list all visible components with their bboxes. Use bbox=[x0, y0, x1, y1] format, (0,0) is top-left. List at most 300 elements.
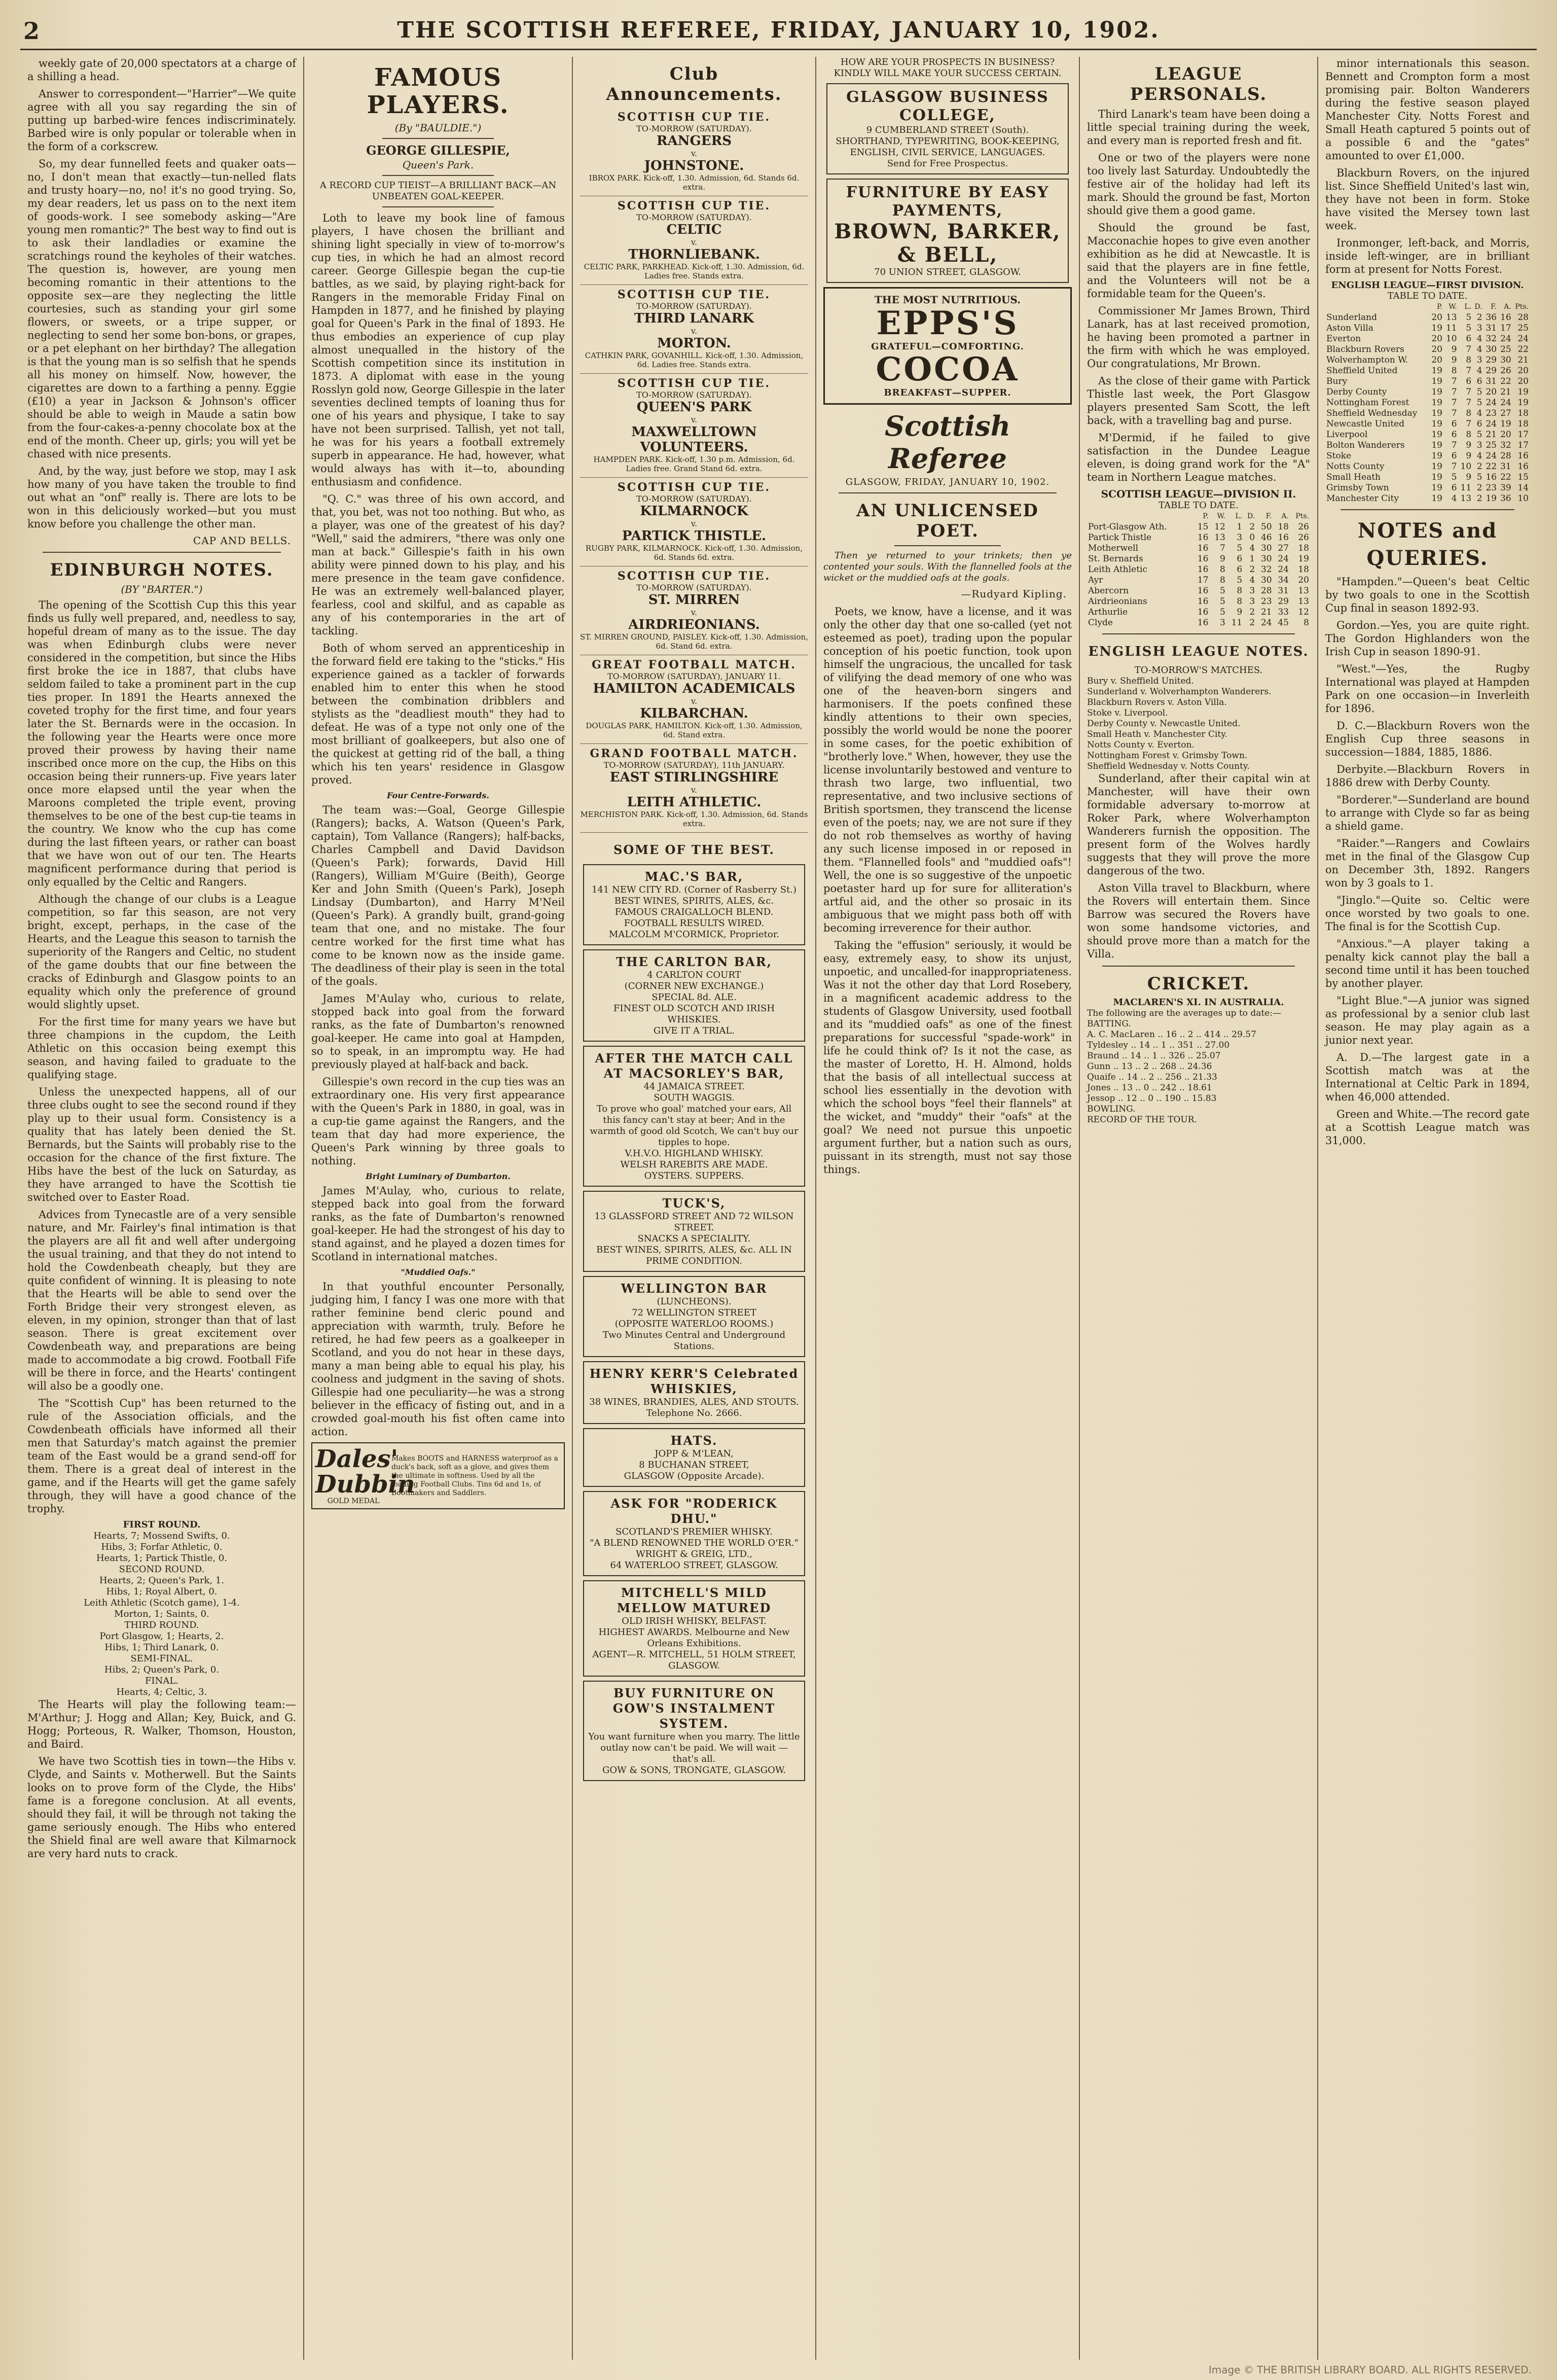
epps-tag: GRATEFUL—COMFORTING. bbox=[871, 341, 1024, 352]
paragraph: The Hearts will play the following team:—M'Arthur; J. Hogg and Allan; Key, Buick, and G. Hogg; Porteous, R. Walker, Thomson, Houston, and Baird. bbox=[27, 1698, 296, 1750]
table-cell: 5 bbox=[1451, 472, 1457, 482]
match-detail: IBROX PARK. Kick-off, 1.30. Admission, 6d. Stands 6d. extra. bbox=[589, 173, 800, 192]
table-cell: Blackburn Rovers bbox=[1326, 344, 1404, 354]
table-row bbox=[1325, 430, 1530, 440]
table-cell: 22 bbox=[1517, 344, 1529, 354]
ad-line: You want furniture when you marry. The little outlay now can't be paid. We will wait — that's all. bbox=[588, 1731, 800, 1764]
table-cell: 8 bbox=[1237, 586, 1243, 596]
notes-queries-heading: NOTES and QUERIES. bbox=[1357, 519, 1498, 570]
table-cell: 27 bbox=[1500, 408, 1511, 418]
furniture-firm: BROWN, BARKER, & BELL, bbox=[834, 220, 1061, 267]
table-cell: 2 bbox=[1476, 483, 1482, 493]
table-cell: 19 bbox=[1431, 398, 1442, 408]
paragraph: minor internationals this season. Bennett and Crompton form a most promising pair. Bolton Wanderers during the festive season played Manchester City. Notts Forest and Small Heath captured 5 points out of a possible 6 and the "gates" amounted to over £1,000. bbox=[1325, 57, 1530, 162]
table-cell: Motherwell bbox=[1088, 543, 1139, 553]
edinburgh-paragraphs bbox=[27, 598, 296, 1515]
column-3 bbox=[573, 57, 816, 2360]
fixture-line: Small Heath v. Manchester City. bbox=[1087, 729, 1227, 739]
table-row bbox=[1087, 532, 1310, 543]
table-cell: 16 bbox=[1197, 532, 1209, 543]
cricket-line: Tyldesley .. 14 .. 1 .. 351 .. 27.00 bbox=[1087, 1040, 1230, 1050]
fixture-line: Derby County v. Newcastle United. bbox=[1087, 719, 1241, 729]
table-cell: 18 bbox=[1298, 564, 1309, 575]
table-cell: 19 bbox=[1431, 376, 1442, 386]
match-vs: v. bbox=[691, 608, 698, 617]
cricket-line: A. C. MacLaren .. 16 .. 2 .. 414 .. 29.57 bbox=[1087, 1029, 1256, 1040]
divider bbox=[382, 138, 494, 139]
edinburgh-heading: EDINBURGH NOTES. bbox=[50, 560, 274, 580]
ad-title: TUCK'S, bbox=[662, 1196, 726, 1211]
fixture-line: Nottingham Forest v. Grimsby Town. bbox=[1087, 751, 1248, 761]
table-cell: 8 bbox=[1237, 596, 1243, 607]
table-cell: 7 bbox=[1466, 398, 1472, 408]
paragraph: And, by the way, just before we stop, may I ask how many of you have taken the trouble to find out what an "onf" really is. There are lots to be won in this deliciously worked—but you must know before you challenge the other man. bbox=[27, 465, 296, 530]
college-line-2: Send for Free Prospectus. bbox=[887, 158, 1008, 169]
table-cell: 4 bbox=[1476, 451, 1482, 461]
table-cell: 20 bbox=[1500, 430, 1511, 440]
table-header-cell: P. bbox=[1436, 303, 1442, 311]
table-cell: 7 bbox=[1451, 398, 1457, 408]
ad-line: 38 WINES, BRANDIES, ALES, AND STOUTS. bbox=[589, 1397, 799, 1407]
advertisements bbox=[580, 864, 808, 1781]
table-cell: 16 bbox=[1197, 607, 1209, 617]
advertisement bbox=[583, 1491, 805, 1576]
table-cell: 7 bbox=[1451, 376, 1457, 386]
forwards-paragraphs bbox=[311, 803, 565, 1167]
table-cell: 36 bbox=[1500, 493, 1511, 504]
match-team-1: HAMILTON ACADEMICALS bbox=[593, 681, 795, 696]
ad-line: AGENT—R. MITCHELL, 51 HOLM STREET, GLASGOW. bbox=[592, 1649, 796, 1671]
match-announcements bbox=[580, 108, 808, 833]
result-line: THIRD ROUND. bbox=[124, 1620, 199, 1630]
league-personals-heading: LEAGUE PERSONALS. bbox=[1130, 64, 1268, 104]
match-vs: v. bbox=[691, 149, 698, 158]
table-cell: 19 bbox=[1486, 493, 1497, 504]
table-cell: 5 bbox=[1476, 472, 1482, 482]
paragraph: Both of whom served an apprenticeship in the forward field ere taking to the "sticks." His experience gained as a tackler of forwards enabled him to enter this when he stood between the combination dribblers and stylists as the "deadliest mouth" they had to defeat. He was of a type not only one of the most brilliant of goalkeepers, but also one of the quickest at getting rid of the ball, a thing which his ten years' residence in Glasgow proved. bbox=[311, 642, 565, 786]
table-cell: 20 bbox=[1517, 366, 1529, 376]
match-announcement bbox=[580, 478, 808, 566]
divider bbox=[43, 552, 281, 553]
result-line: Hearts, 7; Mossend Swifts, 0. bbox=[93, 1531, 230, 1541]
match-vs: v. bbox=[691, 519, 698, 528]
table-cell: 6 bbox=[1466, 376, 1472, 386]
table-cell: 18 bbox=[1517, 419, 1529, 429]
bright-heading: Bright Luminary of Dumbarton. bbox=[366, 1171, 511, 1181]
college-title: GLASGOW BUSINESS COLLEGE, bbox=[846, 88, 1049, 124]
table-cell: 5 bbox=[1237, 543, 1243, 553]
english-league-table bbox=[1325, 302, 1530, 504]
table-cell: Abercorn bbox=[1088, 586, 1129, 596]
table-cell: 26 bbox=[1500, 366, 1511, 376]
paragraph: Taking the "effusion" seriously, it would be easy, extremely easy, to show its unjust, unpoetic, and uncalled-for inappropriateness. Was it not the other day that Lord Rosebery, in a magnificent academic address to the students of Glasgow University, used football and its "muddied oafs" as one of the finest preparations for successful "spade-work" in life he could think of? Is it not the case, as the master of Loretto, H. H. Almond, holds that the basis of all intellectual success at school lies essentially in the devotion with which the school boys "feel their flannels" at the wicket, and "muddy" their "oafs" at the goal? We need not pursue this unpoetic argument further, but a nation such as ours, puissant in its strength, must not say those things. bbox=[823, 939, 1072, 1176]
paragraph: "Anxious."—A player taking a penalty kick cannot play the ball a second time until it has been touched by another player. bbox=[1325, 938, 1530, 989]
table-cell: 30 bbox=[1486, 344, 1497, 354]
table-cell: 8 bbox=[1466, 355, 1472, 365]
table-cell: 8 bbox=[1466, 430, 1472, 440]
match-date: TO-MORROW (SATURDAY). bbox=[636, 301, 752, 311]
table-cell: 30 bbox=[1260, 554, 1272, 564]
table-cell: 31 bbox=[1278, 586, 1289, 596]
table-cell: 4 bbox=[1476, 344, 1482, 354]
ad-line: OYSTERS. SUPPERS. bbox=[644, 1170, 744, 1181]
closing-paragraphs bbox=[27, 1698, 296, 1860]
table-cell: 1 bbox=[1237, 522, 1243, 532]
ad-line: Telephone No. 2666. bbox=[646, 1408, 742, 1418]
table-row bbox=[1087, 554, 1310, 564]
match-team-2: MORTON. bbox=[657, 336, 731, 351]
match-team-2: MAXWELLTOWN VOLUNTEERS. bbox=[631, 424, 757, 455]
table-header-cell bbox=[1325, 302, 1429, 312]
paragraph: "West."—Yes, the Rugby International was played at Hampden Park on one occasion—in Inverleith for 1896. bbox=[1325, 663, 1530, 715]
cricket-heading: CRICKET. bbox=[1147, 974, 1250, 994]
match-date: TO-MORROW (SATURDAY). bbox=[636, 494, 752, 504]
table-cell: 24 bbox=[1260, 618, 1272, 628]
table-cell: 4 bbox=[1249, 543, 1255, 553]
table-cell: 16 bbox=[1197, 618, 1209, 628]
table-row bbox=[1325, 323, 1530, 334]
match-date: TO-MORROW (SATURDAY). bbox=[636, 212, 752, 222]
table-cell: 2 bbox=[1249, 522, 1255, 532]
table-row bbox=[1087, 522, 1310, 532]
table-row bbox=[1325, 451, 1530, 461]
poet-paragraphs bbox=[823, 605, 1072, 1176]
ad-line: JOPP & M'LEAN, bbox=[655, 1448, 734, 1459]
table-cell: 20 bbox=[1517, 376, 1529, 386]
table-cell: 16 bbox=[1517, 451, 1529, 461]
match-date: TO-MORROW (SATURDAY). bbox=[636, 124, 752, 133]
advertisement bbox=[583, 1046, 805, 1187]
cricket-line: RECORD OF THE TOUR. bbox=[1087, 1115, 1197, 1125]
match-detail: CATHKIN PARK, GOVANHILL. Kick-off, 1.30. Admission, 6d. Ladies free. Stands extra. bbox=[585, 351, 804, 369]
result-line: SECOND ROUND. bbox=[119, 1564, 205, 1575]
column-5 bbox=[1080, 57, 1318, 2360]
result-line: Hearts, 4; Celtic, 3. bbox=[116, 1687, 207, 1697]
fixture-line: Blackburn Rovers v. Aston Villa. bbox=[1087, 697, 1227, 707]
table-cell: 11 bbox=[1445, 323, 1457, 333]
table-cell: 26 bbox=[1298, 532, 1309, 543]
table-cell: 22 bbox=[1500, 376, 1511, 386]
paragraph: Gordon.—Yes, you are quite right. The Gordon Highlanders won the Irish Cup in season 1890-91. bbox=[1325, 619, 1530, 658]
results-heading: FIRST ROUND. bbox=[123, 1519, 201, 1530]
advertisement bbox=[583, 864, 805, 945]
ad-line: To prove who goal' matched your ears, All this fancy can't stay at beer; And in the warmth of good old Scotch, We can't buy our tipples to hope. bbox=[590, 1104, 799, 1148]
ad-line: (OPPOSITE WATERLOO ROOMS.) bbox=[614, 1319, 774, 1329]
match-team-1: QUEEN'S PARK bbox=[636, 400, 752, 415]
fixture-line: Stoke v. Liverpool. bbox=[1087, 708, 1168, 718]
table-cell: 9 bbox=[1466, 440, 1472, 450]
match-team-2: PARTICK THISTLE. bbox=[622, 528, 767, 544]
table-cell: 19 bbox=[1298, 554, 1309, 564]
column-6 bbox=[1318, 57, 1537, 2360]
table-row bbox=[1325, 387, 1530, 398]
table-row bbox=[1325, 440, 1530, 451]
table-cell: Sunderland bbox=[1326, 312, 1378, 323]
table-cell: 32 bbox=[1500, 440, 1511, 450]
table-cell: 19 bbox=[1431, 483, 1442, 493]
dales-logo bbox=[315, 1445, 415, 1505]
table-header-cell: W. bbox=[1449, 303, 1457, 311]
table-cell: Manchester City bbox=[1326, 493, 1399, 504]
epps-bottom: BREAKFAST—SUPPER. bbox=[884, 387, 1011, 398]
ad-line: MALCOLM M'CORMICK, Proprietor. bbox=[608, 929, 780, 940]
table-row bbox=[1325, 344, 1530, 355]
table-cell: 21 bbox=[1486, 430, 1497, 440]
divider bbox=[1102, 633, 1295, 634]
paragraph: Blackburn Rovers, on the injured list. Since Sheffield United's last win, they have not been in form. Stoke have visited the Mersey town last week. bbox=[1325, 167, 1530, 232]
match-vs: v. bbox=[691, 415, 698, 424]
table-cell: 19 bbox=[1431, 408, 1442, 418]
table-row bbox=[1325, 493, 1530, 504]
match-announcement bbox=[580, 196, 808, 285]
forwards-heading: Four Centre-Forwards. bbox=[387, 791, 489, 800]
table-cell: Derby County bbox=[1326, 387, 1387, 397]
table-cell: 24 bbox=[1278, 554, 1289, 564]
table-header-cell: F. bbox=[1265, 512, 1272, 520]
match-vs: v. bbox=[691, 785, 698, 795]
table-cell: Bolton Wanderers bbox=[1326, 440, 1405, 450]
paragraph: Sunderland, after their capital win at Manchester, will have their own formidable adversary to-morrow at Roker Park, where Wolverhampton Wanderers furnish the opposition. The present form of the Wolves hardly suggests that they will prove the more dangerous of the two. bbox=[1087, 772, 1310, 877]
cricket-lines bbox=[1087, 1008, 1310, 1125]
paragraph: James M'Aulay, who, curious to relate, stepped back into goal from the forward ranks, as the fate of Dumbarton's renowned goal-keeper. He had the strongest of his day to stand against, and he played a dozen times for Scotland in international matches. bbox=[311, 1185, 565, 1263]
famous-byline: (By "BAULDIE.") bbox=[394, 122, 482, 134]
famous-deck: A RECORD CUP TIEIST—A BRILLIANT BACK—AN UNBEATEN GOAL-KEEPER. bbox=[319, 180, 557, 202]
table-cell: Liverpool bbox=[1326, 430, 1368, 440]
table-cell: 18 bbox=[1278, 522, 1289, 532]
table-header-cell: D. bbox=[1247, 512, 1255, 520]
paragraph: Green and White.—The record gate at a Scottish League match was 31,000. bbox=[1325, 1108, 1530, 1147]
english-notes-sub: TO-MORROW'S MATCHES. bbox=[1134, 665, 1263, 676]
english-table-sub: TABLE TO DATE. bbox=[1387, 291, 1468, 301]
table-cell: 39 bbox=[1500, 483, 1511, 493]
paragraph: In that youthful encounter Personally, judging him, I fancy I was one more with that rather feminine bend cleric pound and appreciation with warmth, truly. Before he retired, he had few peers as a goalkeeper in Scotland, and you do not hear in these days, many a man being able to equal his play, his coolness and judgment in the saving of shots. Gillespie had one peculiarity—he was a strong believer in the efficacy of fisting out, and in a crowded goal-mouth his fist often came into action. bbox=[311, 1281, 565, 1438]
result-line: Hearts, 1; Partick Thistle, 0. bbox=[96, 1553, 228, 1564]
poet-quote-attribution: —Rudyard Kipling. bbox=[961, 588, 1067, 600]
table-cell: 24 bbox=[1517, 334, 1529, 344]
ad-line: FINEST OLD SCOTCH AND IRISH WHISKIES. bbox=[613, 1003, 775, 1025]
table-cell: 16 bbox=[1197, 586, 1209, 596]
table-cell: 7 bbox=[1466, 344, 1472, 354]
table-cell: 10 bbox=[1460, 461, 1472, 472]
table-cell: 21 bbox=[1517, 355, 1529, 365]
college-top-line: HOW ARE YOUR PROSPECTS IN BUSINESS? bbox=[840, 57, 1055, 67]
paragraph: Answer to correspondent—"Harrier"—We quite agree with all you say regarding the sin of putting up barbed-wire fences indiscriminately. Barbed wire is only popular or tolerable when in the form of a corkscrew. bbox=[27, 88, 296, 153]
table-cell: 20 bbox=[1431, 344, 1442, 354]
table-cell: 16 bbox=[1197, 554, 1209, 564]
paragraph: We have two Scottish ties in town—the Hibs v. Clyde, and Saints v. Motherwell. But the Saints looks on to prove form of the Clyde, the Hibs' fame is a foregone conclusion. At all events, should they fail, it will be through not taking the game seriously enough. The Hibs who entered the Shield final are well aware that Kilmarnock are very hard nuts to crack. bbox=[27, 1755, 296, 1860]
table-cell: Clyde bbox=[1088, 618, 1113, 628]
ad-line: WRIGHT & GREIG, LTD., bbox=[636, 1549, 752, 1559]
table-row bbox=[1325, 483, 1530, 493]
table-cell: 19 bbox=[1431, 323, 1442, 333]
table-row bbox=[1087, 618, 1310, 628]
table-cell: 30 bbox=[1260, 543, 1272, 553]
divider bbox=[894, 545, 1001, 546]
paragraph: Poets, we know, have a license, and it was only the other day that one so-called (yet not esteemed as poet), trading upon the popular conception of his poetic function, took upon himself the ungracious, the uncalled for task of vilifying the dead memory of one who was one of the heaven-born singers and harmonisers. If the poets confined these kindly attentions to their own species, possibly the world would be none the poorer in some cases, for the poetic exhibition of "brotherly love." When, however, they use the license involuntarily bestowed and venture to thrash two large, two influential, two representative, and two inclusive sections of British sportsmen, they transcend the license even of the poets; nay, we are not sure if they do not rob themselves as worthy of having any such license imposed in or reposed in them. "Flannelled fools" and "muddied oafs"! Well, the one is so suggestive of the unpoetic poetaster hard up for sure for alliteration's artful aid, and the other so prosaic in its ambiguous that we might pass both off with becoming irreverence for their author. bbox=[823, 606, 1072, 934]
table-cell: 9 bbox=[1466, 451, 1472, 461]
match-cup: GREAT FOOTBALL MATCH. bbox=[592, 658, 796, 671]
table-cell: 25 bbox=[1500, 344, 1511, 354]
table-cell: 16 bbox=[1197, 596, 1209, 607]
table-cell: 13 bbox=[1460, 493, 1472, 504]
paragraph: Should the ground be fast, Macconachie hopes to give even another exhibition as he did at Newcastle. It is said that the players are in fine fettle, and the Volunteers will not be a formidable team for the Queen's. bbox=[1087, 222, 1310, 300]
table-cell: 19 bbox=[1431, 366, 1442, 376]
advertisement bbox=[583, 1361, 805, 1424]
divider bbox=[1341, 509, 1514, 510]
ad-title: WELLINGTON BAR bbox=[621, 1281, 768, 1296]
table-cell: 2 bbox=[1476, 493, 1482, 504]
match-team-1: ST. MIRREN bbox=[648, 592, 740, 608]
scottish-referee-title: Scottish Referee bbox=[885, 410, 1010, 475]
table-cell: 17 bbox=[1517, 430, 1529, 440]
result-line: FINAL. bbox=[144, 1676, 179, 1686]
table-cell: 8 bbox=[1220, 575, 1225, 585]
table-cell: 6 bbox=[1451, 419, 1457, 429]
match-vs: v. bbox=[691, 237, 698, 247]
paragraph: Commissioner Mr James Brown, Third Lanark, has at last received promotion, he having been promoted a partner in the firm with which he was employed. Our congratulations, Mr Brown. bbox=[1087, 305, 1310, 370]
dales-mark: Dales' Dubbin bbox=[315, 1445, 415, 1499]
table-cell: Nottingham Forest bbox=[1326, 398, 1409, 408]
scottish-league-table bbox=[1087, 511, 1310, 628]
ad-line: GIVE IT A TRIAL. bbox=[653, 1025, 735, 1036]
column-1 bbox=[20, 57, 304, 2360]
table-cell: 11 bbox=[1460, 483, 1472, 493]
cricket-line: Braund .. 14 .. 1 .. 326 .. 25.07 bbox=[1087, 1051, 1221, 1061]
famous-players-heading: FAMOUS PLAYERS. bbox=[367, 63, 510, 119]
table-cell: 6 bbox=[1476, 376, 1482, 386]
table-cell: Bury bbox=[1326, 376, 1348, 386]
match-date: TO-MORROW (SATURDAY), JANUARY 11. bbox=[607, 671, 781, 681]
college-top-line-2: KINDLY WILL MAKE YOUR SUCCESS CERTAIN. bbox=[834, 68, 1062, 79]
ad-line: V.H.V.O. HIGHLAND WHISKY. bbox=[625, 1148, 764, 1159]
paragraph: A. D.—The largest gate in a Scottish match was at the International at Celtic Park in 1894, when 46,000 attended. bbox=[1325, 1051, 1530, 1103]
table-cell: St. Bernards bbox=[1088, 554, 1143, 564]
ad-line: 8 BUCHANAN STREET, bbox=[639, 1460, 749, 1470]
table-cell: 3 bbox=[1237, 532, 1243, 543]
table-cell: 16 bbox=[1517, 461, 1529, 472]
table-cell: 18 bbox=[1298, 543, 1309, 553]
muddied-paragraphs bbox=[311, 1280, 565, 1438]
table-cell: 2 bbox=[1249, 618, 1255, 628]
table-cell: 7 bbox=[1466, 366, 1472, 376]
match-team-2: JOHNSTONE. bbox=[644, 158, 744, 173]
ad-line: HIGHEST AWARDS. Melbourne and New Orleans Exhibitions. bbox=[598, 1627, 790, 1649]
english-notes-heading: ENGLISH LEAGUE NOTES. bbox=[1088, 644, 1309, 659]
table-cell: 6 bbox=[1476, 419, 1482, 429]
fixture-line: Bury v. Sheffield United. bbox=[1087, 676, 1194, 686]
paragraph: So, my dear funnelled feets and quaker oats—no, I don't mean that exactly—tun-nelled flats and trusty hoary—no, no! it's no good trying. So, my dear readers, let us pass on to the next item of goods-work. I see somebody asking—"Are young men romantic?" The best way to find out is to ask their landladies or examine the scratchings round the keyholes of their watches. The question is, however, are young men becoming romantic in their attentions to the opposite sex—are they neglecting the little courtesies, such as standing your girl some flowers, or sweets, or a tripe supper, or neglecting to send her some bon-bons, or grapes, or a pet elephant on her birthday? The allegation is that the young man is so selfish that he spends all his money on himself. Now, however, the cigarettes are down to a farthing a penny. Eggie (£10) a year in Jackson & Johnson's officer should be able to weigh in Maude a satin bow from the four-cakes-a-penny chocolate box at the end of the month. Cheer up, girls; you will yet be chased with nice presents. bbox=[27, 158, 296, 460]
table-header-row bbox=[1087, 511, 1310, 522]
match-team-1: EAST STIRLINGSHIRE bbox=[609, 770, 779, 785]
result-line: Port Glasgow, 1; Hearts, 2. bbox=[99, 1631, 224, 1642]
table-cell: 3 bbox=[1220, 618, 1225, 628]
table-cell: 12 bbox=[1214, 522, 1225, 532]
college-line-1: SHORTHAND, TYPEWRITING, BOOK-KEEPING, ENGLISH, CIVIL SERVICE, LANGUAGES. bbox=[836, 136, 1060, 158]
table-header-cell: A. bbox=[1504, 303, 1511, 311]
table-cell: 16 bbox=[1486, 472, 1497, 482]
table-cell: 3 bbox=[1476, 355, 1482, 365]
furniture-title: FURNITURE BY EASY PAYMENTS, bbox=[846, 184, 1049, 220]
table-row bbox=[1325, 334, 1530, 344]
table-cell: 9 bbox=[1451, 355, 1457, 365]
table-cell: Everton bbox=[1326, 334, 1361, 344]
result-line: Hearts, 2; Queen's Park, 1. bbox=[99, 1575, 225, 1586]
epps-name: EPPS'S bbox=[876, 304, 1019, 342]
ad-line: GOW & SONS, TRONGATE, GLASGOW. bbox=[602, 1765, 786, 1775]
table-cell: 19 bbox=[1431, 430, 1442, 440]
table-cell: 23 bbox=[1486, 408, 1497, 418]
personals-paragraphs bbox=[1087, 108, 1310, 484]
match-team-2: THORNLIEBANK. bbox=[628, 247, 760, 262]
table-cell: 23 bbox=[1260, 596, 1272, 607]
table-cell: 3 bbox=[1476, 323, 1482, 333]
table-cell: 22 bbox=[1486, 461, 1497, 472]
result-line: SEMI-FINAL. bbox=[130, 1653, 193, 1664]
paragraph: The opening of the Scottish Cup this this year finds us fully well prepared, and, needless to say, hopeful dream of many as to the issue. The day was when Edinburgh clubs were never considered in the competition, but since the Hibs first broke the ice in 1887, that clubs have seldom failed to take a prominent part in the cup ties proper. In 1891 the Hearts annexed the coveted trophy for the first time, and four years later the St. Bernards were in the occasion. In the following year the Hearts were once more proved their prowess by having their name inscribed once more on the cup, the Hibs on this occasion being their runners-up. Five years later once more elapsed until the year when the Maroons completed the triple event, proving themselves to be one of the best cup-tie teams in the country. We know who the cup has come during the last fifteen years, or rather can boast that we have won out of our ten. The Hearts magnificent performance during that period is only equalled by the Celtic and Rangers. bbox=[27, 599, 296, 888]
table-cell: 7 bbox=[1451, 408, 1457, 418]
table-header-row bbox=[1325, 302, 1530, 312]
table-cell: 19 bbox=[1517, 398, 1529, 408]
table-cell: 5 bbox=[1466, 312, 1472, 323]
scottish-table-heading: SCOTTISH LEAGUE—DIVISION II. bbox=[1101, 488, 1296, 500]
match-vs: v. bbox=[691, 326, 698, 336]
table-cell: 31 bbox=[1486, 323, 1497, 333]
scottish-table-sub: TABLE TO DATE. bbox=[1158, 500, 1239, 511]
paragraph: "Q. C." was three of his own accord, and that, you bet, was not too nothing. But who, as a player, was one of the greatest of his day? "Well," said the admirers, "there was only one man at back." Gillespie's faith in his own ability were pinned down to his play, and his mere presence in the team gave confidence. He was an extremely well-balanced player, fearless, cool and skilful, and as capable as any of his contemporaries in the art of tackling. bbox=[311, 493, 565, 637]
table-cell: 7 bbox=[1466, 419, 1472, 429]
table-cell: 31 bbox=[1486, 376, 1497, 386]
english-table-heading: ENGLISH LEAGUE—FIRST DIVISION. bbox=[1331, 280, 1524, 291]
cricket-sub: MACLAREN'S XI. IN AUSTRALIA. bbox=[1113, 997, 1284, 1008]
business-college-ad bbox=[826, 83, 1069, 174]
ad-line: (LUNCHEONS). bbox=[657, 1296, 732, 1307]
table-cell: 6 bbox=[1451, 483, 1457, 493]
cricket-line: The following are the averages up to date:— bbox=[1087, 1008, 1282, 1018]
table-cell: 16 bbox=[1197, 543, 1209, 553]
paragraph: The team was:—Goal, George Gillespie (Rangers); backs, A. Watson (Queen's Park, captain), Tom Vallance (Rangers); half-backs, Charles Campbell and David Davidson (Queen's Park); forwards, David Hill (Rangers), William M'Guire (Beith), George Ker and John Smith (Queen's Park), Joseph Lindsay (Dumbarton), and Harry M'Neil (Queen's Park). A grandly built, grand-going team that one, and no mistake. The four centre worked for the first time what has come to be known now as the inside game. The deadliness of their play is seen in the total of the goals. bbox=[311, 804, 565, 987]
table-cell: Port-Glasgow Ath. bbox=[1088, 522, 1167, 532]
table-cell: 19 bbox=[1517, 387, 1529, 397]
table-cell: 19 bbox=[1431, 440, 1442, 450]
table-cell: 13 bbox=[1445, 312, 1457, 323]
table-cell: Ayr bbox=[1088, 575, 1103, 585]
table-cell: 4 bbox=[1476, 366, 1482, 376]
advertisement bbox=[583, 1681, 805, 1781]
paragraph: Unless the unexpected happens, all of our three clubs ought to see the second round if they play up to their usual form. Consistency is a quality that has lately been denied the St. Bernards, but the Saints will probably rise to the occasion for the chance of the first fixture. The Hibs have the best of the luck on Saturday, as they have arranged to have the Scottish tie switched over to Easter Road. bbox=[27, 1086, 296, 1203]
table-cell: 18 bbox=[1517, 408, 1529, 418]
table-cell: 5 bbox=[1220, 586, 1225, 596]
match-vs: v. bbox=[691, 696, 698, 706]
epps-product: COCOA bbox=[876, 350, 1020, 388]
cricket-line: Quaife .. 14 .. 2 .. 256 .. 21.33 bbox=[1087, 1072, 1217, 1082]
match-cup: SCOTTISH CUP TIE. bbox=[617, 377, 771, 390]
ad-line: SPECIAL 8d. ALE. bbox=[651, 992, 737, 1003]
paragraph: "Jinglo."—Quite so. Celtic were once worsted by two goals to one. The final is for the Scottish Cup. bbox=[1325, 894, 1530, 933]
match-team-2: AIRDRIEONIANS. bbox=[628, 617, 760, 632]
table-cell: 20 bbox=[1298, 575, 1309, 585]
table-cell: 50 bbox=[1260, 522, 1272, 532]
table-cell: 6 bbox=[1237, 554, 1243, 564]
match-detail: CELTIC PARK, PARKHEAD. Kick-off, 1.30. Admission, 6d. Ladies free. Stands extra. bbox=[584, 262, 805, 280]
ad-title: BUY FURNITURE ON GOW'S INSTALMENT SYSTEM. bbox=[612, 1686, 776, 1731]
table-cell: 1 bbox=[1249, 554, 1255, 564]
paragraph: The "Scottish Cup" has been returned to the rule of the Association officials, and the Cowdenbeath officials have informed all their men that Saturday's match against the premier team of the East would be a grand send-off for them. There is a great deal of interest in the game, and if the Hearts will get the game safely through, they will have a good chance of the trophy. bbox=[27, 1397, 296, 1515]
match-announcement bbox=[580, 108, 808, 196]
table-header-cell: W. bbox=[1217, 512, 1225, 520]
masthead bbox=[20, 13, 1537, 50]
table-cell: 32 bbox=[1260, 564, 1272, 575]
table-cell: 6 bbox=[1237, 564, 1243, 575]
